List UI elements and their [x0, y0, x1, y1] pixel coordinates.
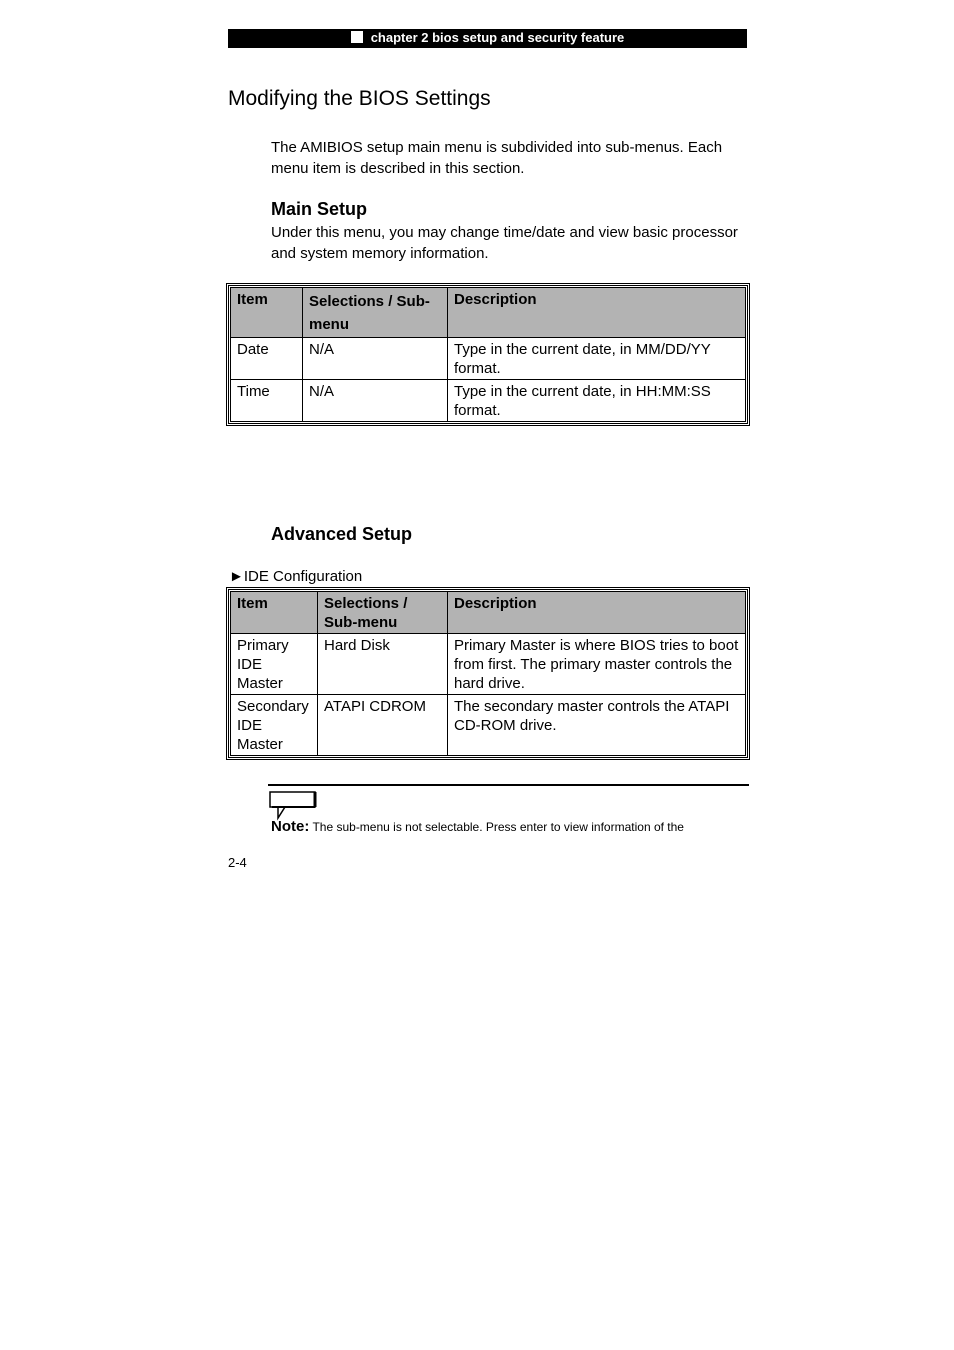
- cell-selection: N/A: [303, 380, 448, 422]
- note-text-line: [271, 818, 684, 835]
- cell-item: Time: [231, 380, 303, 422]
- col-header-item: Item: [231, 592, 318, 634]
- advanced-setup-heading: Advanced Setup: [271, 524, 413, 544]
- cell-description: The secondary master controls the ATAPI CD-ROM drive.: [448, 695, 746, 756]
- ide-configuration-table: [226, 587, 750, 760]
- main-setup-description: Under this menu, you may change time/date and view basic processor and system memory information.: [271, 224, 738, 262]
- note-text: The sub-menu is not selectable. Press enter to view information of the: [312, 820, 684, 834]
- cell-description: Type in the current date, in HH:MM:SS format.: [448, 380, 746, 422]
- main-setup-table: [226, 283, 750, 426]
- cell-description: Primary Master is where BIOS tries to boot from first. The primary master controls the hard drive.: [448, 634, 746, 695]
- table-row: [231, 380, 746, 422]
- square-bullet-icon: [351, 31, 363, 43]
- table-row: [231, 338, 746, 380]
- table-header-row: [231, 592, 746, 634]
- col-header-selections: Selections / Sub-menu: [303, 288, 448, 338]
- col-header-description: Description: [448, 592, 746, 634]
- cell-selection: Hard Disk: [318, 634, 448, 695]
- page-number: 2-4: [228, 855, 247, 870]
- chapter-header-bar: [228, 29, 747, 48]
- cell-item: Secondary IDE Master: [231, 695, 318, 756]
- cell-item: Primary IDE Master: [231, 634, 318, 695]
- table-row: [231, 695, 746, 756]
- cell-selection: N/A: [303, 338, 448, 380]
- col-header-description: Description: [448, 288, 746, 338]
- col-header-item: Item: [231, 288, 303, 338]
- ide-configuration-label: ►IDE Configuration: [229, 568, 363, 585]
- speech-bubble-icon: [269, 791, 317, 821]
- intro-paragraph: The AMIBIOS setup main menu is subdivided into sub-menus. Each menu item is described in this section.: [271, 139, 723, 177]
- note-divider: [268, 784, 749, 786]
- cell-item: Date: [231, 338, 303, 380]
- cell-selection: ATAPI CDROM: [318, 695, 448, 756]
- table-header-row: [231, 288, 746, 338]
- note-label: Note:: [271, 818, 310, 835]
- page-title: Modifying the BIOS Settings: [228, 87, 491, 110]
- cell-description: Type in the current date, in MM/DD/YY format.: [448, 338, 746, 380]
- chapter-title: chapter 2 bios setup and security feature: [370, 30, 625, 45]
- table-row: [231, 634, 746, 695]
- col-header-selections: Selections / Sub-menu: [318, 592, 448, 634]
- main-setup-heading: Main Setup: [271, 199, 368, 219]
